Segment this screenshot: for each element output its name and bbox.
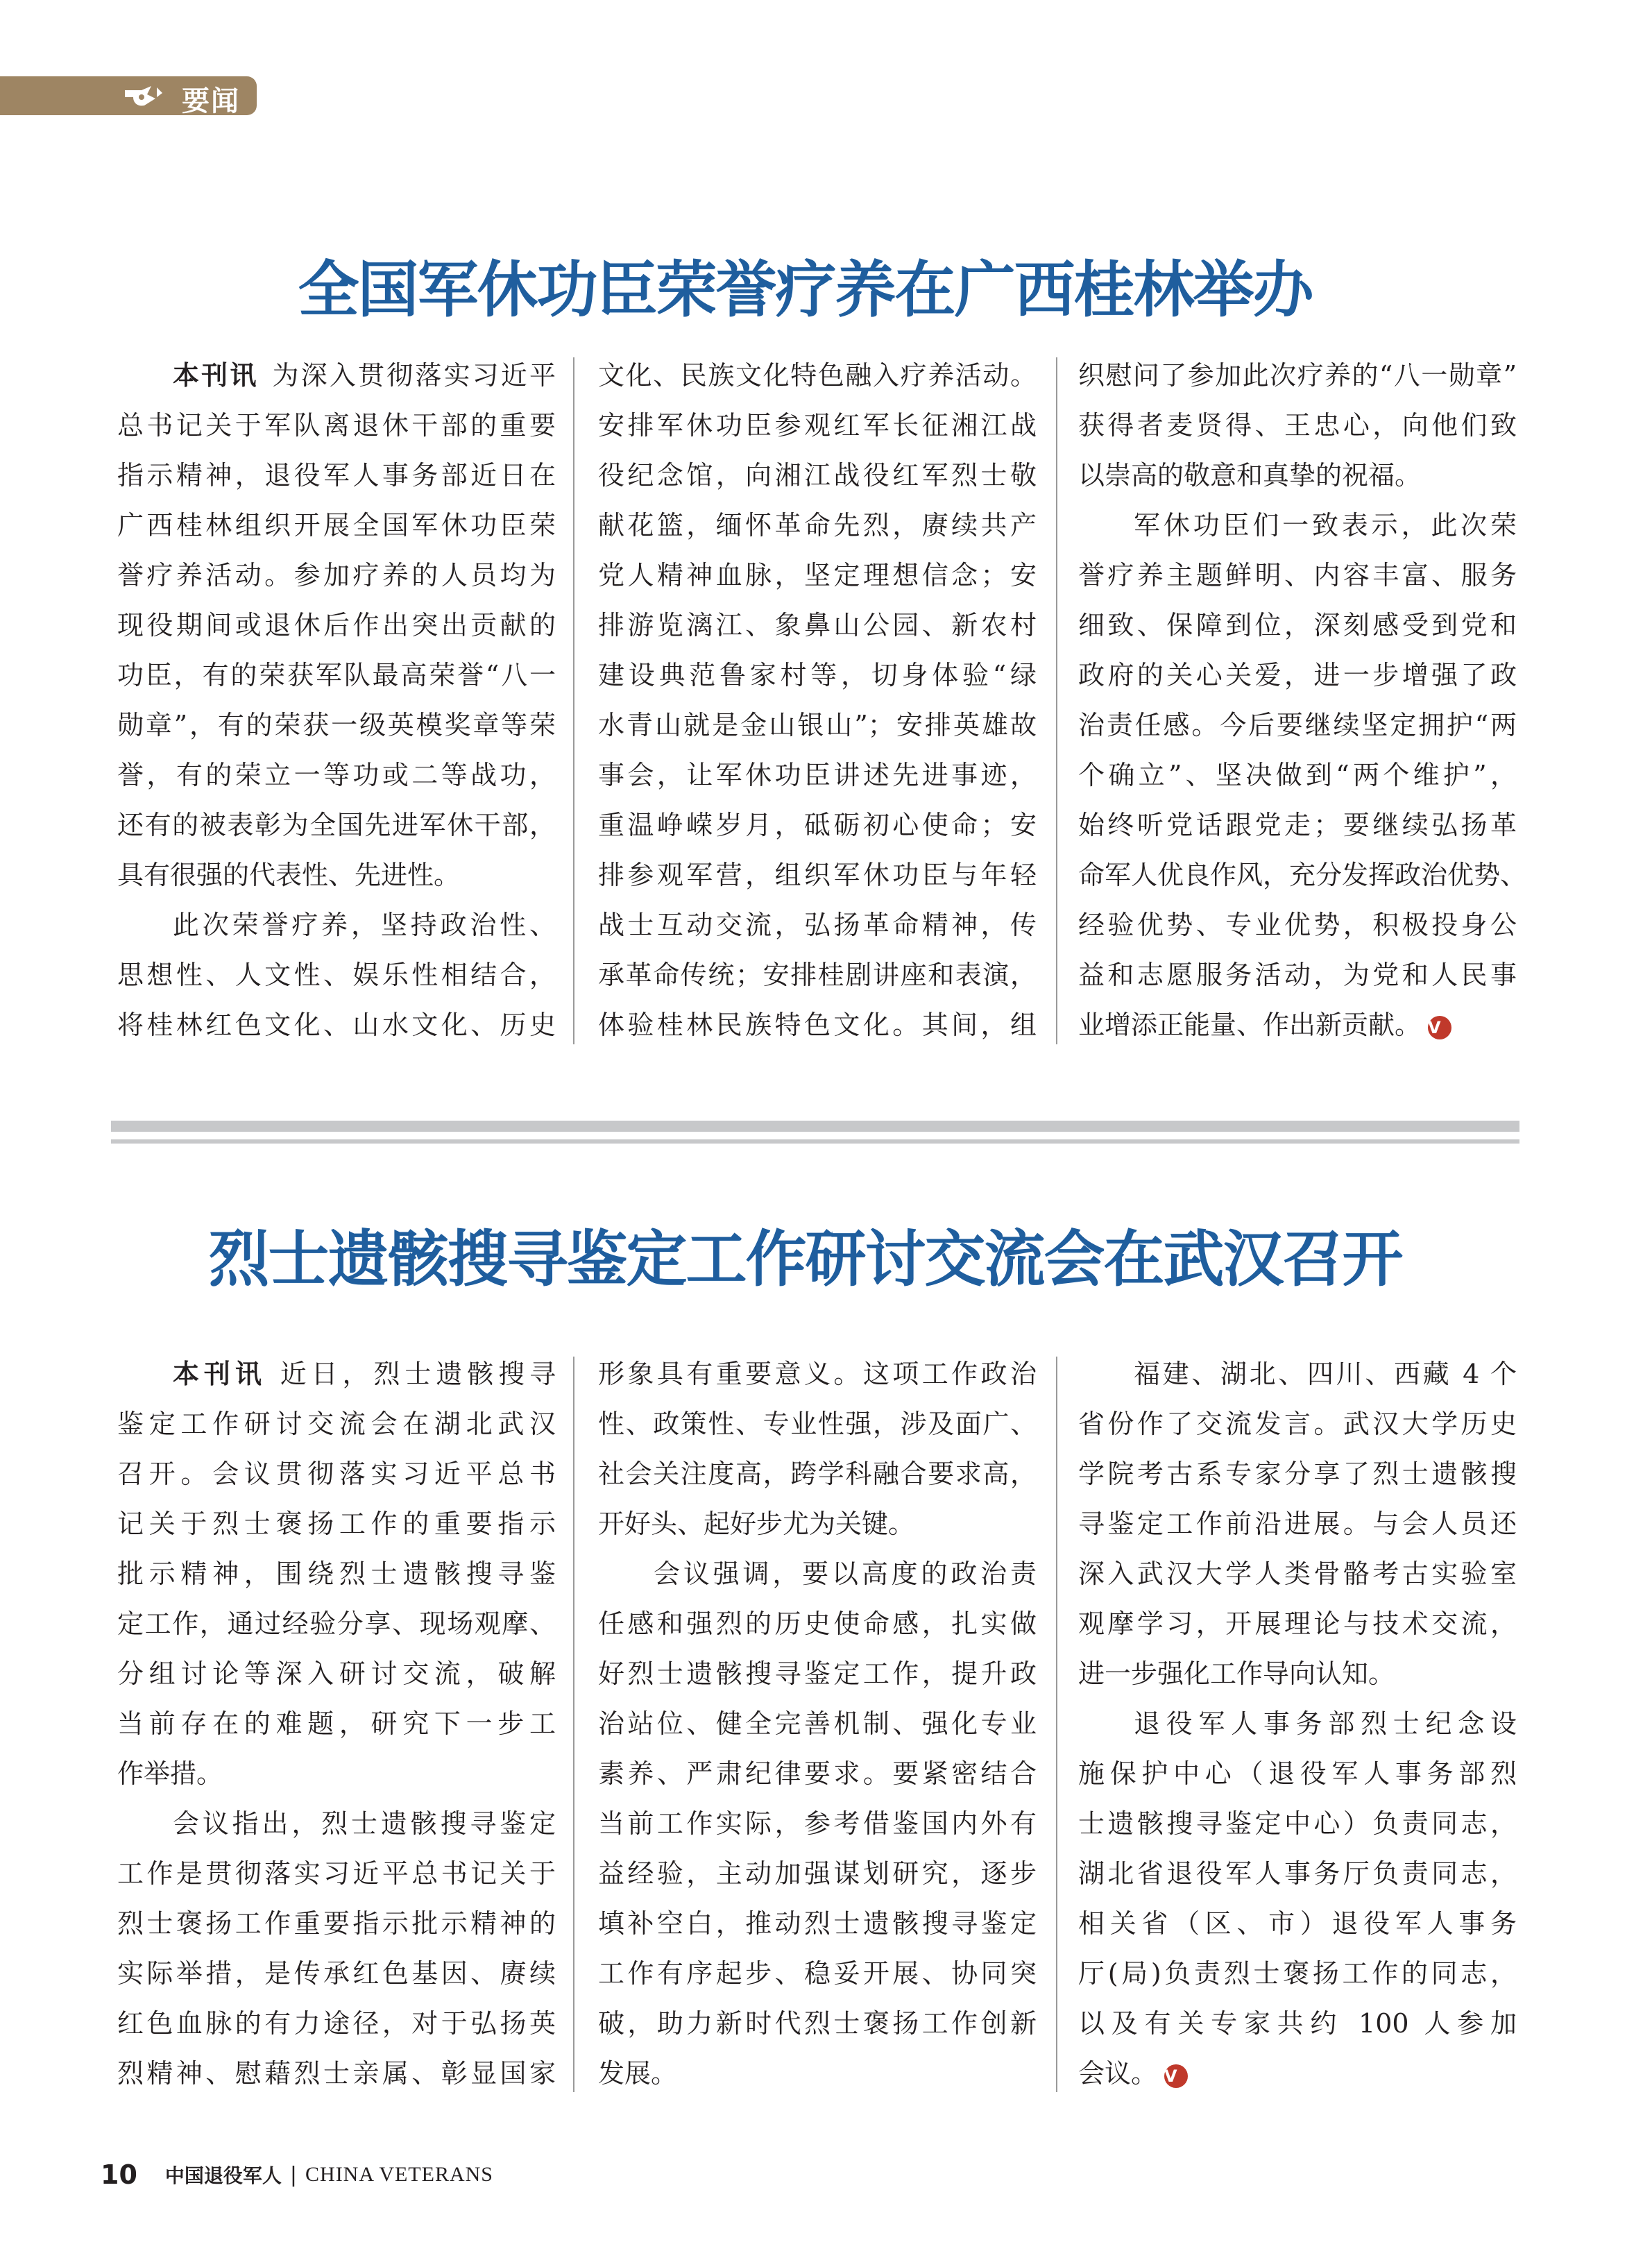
text-line-content: 具有很强的代表性、先进性。 <box>117 860 461 890</box>
text-line <box>1078 1000 1517 1050</box>
text-line-content: 定工作，通过经验分享、现场观摩、 <box>117 1608 556 1639</box>
text-line-content: 安排军休功臣参观红军长征湘江战 <box>598 410 1037 441</box>
text-line-content: 寻鉴定工作前沿进展。与会人员还 <box>1078 1509 1517 1539</box>
section-label: 要闻 <box>182 85 240 117</box>
text-line-content: 个确立”、坚决做到“两个维护”， <box>1078 760 1517 790</box>
text-line <box>598 950 1037 1000</box>
text-line <box>1078 1549 1517 1599</box>
text-line-content: 鉴定工作研讨交流会在湖北武汉 <box>117 1409 556 1439</box>
text-line-content: 党人精神血脉，坚定理想信念；安 <box>598 560 1037 591</box>
text-line-content: 水青山就是金山银山”；安排英雄故 <box>598 710 1037 740</box>
text-line-content: 学院考古系专家分享了烈士遗骸搜 <box>1078 1459 1517 1489</box>
text-line <box>117 500 556 550</box>
text-line <box>117 1849 556 1899</box>
text-line <box>1078 1749 1517 1799</box>
text-line <box>117 1549 556 1599</box>
text-line <box>598 1799 1037 1849</box>
text-line-content: 政府的关心关爱，进一步增强了政 <box>1078 660 1517 690</box>
text-line-content: 素养、严肃纪律要求。要紧密结合 <box>598 1758 1037 1789</box>
text-line-content: 作举措。 <box>117 1758 223 1789</box>
text-line <box>598 1349 1037 1399</box>
text-line-content: 功臣，有的荣获军队最高荣誉“八一 <box>117 660 556 690</box>
magazine-name-en: CHINA VETERANS <box>305 2163 493 2186</box>
text-line <box>1078 400 1517 450</box>
text-line-content: 治站位、健全完善机制、强化专业 <box>598 1708 1037 1739</box>
text-line <box>598 1599 1037 1649</box>
text-line <box>598 1000 1037 1050</box>
text-line-content: 退役军人事务部烈士纪念设 <box>1134 1708 1517 1739</box>
text-line <box>1078 550 1517 600</box>
end-mark-icon: V <box>1164 2064 1188 2088</box>
text-line-content: 治责任感。今后要继续坚定拥护“两 <box>1078 710 1517 740</box>
text-line <box>117 450 556 500</box>
text-line <box>117 850 556 900</box>
text-line-content: 填补空白，推动烈士遗骸搜寻鉴定 <box>598 1908 1037 1939</box>
text-line <box>1078 350 1517 400</box>
text-line-content: 士遗骸搜寻鉴定中心）负责同志， <box>1078 1808 1517 1839</box>
text-line <box>1078 600 1517 650</box>
text-line-content: 文化、民族文化特色融入疗养活动。 <box>598 360 1037 391</box>
text-line <box>1078 1649 1517 1699</box>
text-line <box>117 400 556 450</box>
text-line-content: 以及有关专家共约 100 人参加 <box>1078 2008 1517 2039</box>
text-line-content: 会议。 <box>1078 2058 1158 2089</box>
text-line-content: 为深入贯彻落实习近平 <box>272 360 556 391</box>
text-line <box>598 450 1037 500</box>
text-line-content: 相关省（区、市）退役军人事务 <box>1078 1908 1517 1939</box>
text-line <box>598 2048 1037 2098</box>
text-line-content: 重温峥嵘岁月，砥砺初心使命；安 <box>598 810 1037 840</box>
text-line-content: 现役期间或退休后作出突出贡献的 <box>117 610 556 640</box>
text-line-content: 始终听党话跟党走；要继续弘扬革 <box>1078 810 1517 840</box>
text-line-content: 排参观军营，组织军休功臣与年轻 <box>598 860 1037 890</box>
text-line-content: 召开。会议贯彻落实习近平总书 <box>117 1459 556 1489</box>
text-line <box>598 1449 1037 1499</box>
article-1-column-2 <box>598 350 1037 1050</box>
text-line <box>117 1699 556 1749</box>
footer-separator: | <box>289 2162 298 2187</box>
text-line <box>1078 1998 1517 2048</box>
text-line-content: 益经验，主动加强谋划研究，逐步 <box>598 1858 1037 1889</box>
text-line-content: 织慰问了参加此次疗养的“八一勋章” <box>1078 360 1517 391</box>
text-line-content: 福建、湖北、四川、西藏 4 个 <box>1134 1359 1517 1389</box>
text-line <box>117 350 556 400</box>
text-line <box>117 1000 556 1050</box>
text-line <box>117 1799 556 1849</box>
text-line-content: 建设典范鲁家村等，切身体验“绿 <box>598 660 1037 690</box>
text-line <box>1078 950 1517 1000</box>
text-line <box>598 1399 1037 1449</box>
text-line <box>598 800 1037 850</box>
article-2-title: 烈士遗骸搜寻鉴定工作研讨交流会在武汉召开 <box>208 1223 1402 1295</box>
article-1-column-3 <box>1078 350 1527 1050</box>
text-line-content: 命军人优良作风，充分发挥政治优势、 <box>1078 860 1527 890</box>
article-1-title: 全国军休功臣荣誉疗养在广西桂林举办 <box>298 254 1313 325</box>
text-line <box>117 750 556 800</box>
text-line <box>1078 1899 1517 1948</box>
text-line-content: 厅(局)负责烈士褒扬工作的同志， <box>1078 1958 1517 1989</box>
text-line-content: 湖北省退役军人事务厅负责同志， <box>1078 1858 1517 1889</box>
text-line <box>598 850 1037 900</box>
text-line <box>117 1948 556 1998</box>
text-line-content: 战士互动交流，弘扬革命精神，传 <box>598 910 1037 940</box>
text-line <box>117 600 556 650</box>
text-line <box>598 1998 1037 2048</box>
text-line <box>117 1399 556 1449</box>
text-line-content: 省份作了交流发言。武汉大学历史 <box>1078 1409 1517 1439</box>
text-line <box>1078 1399 1517 1449</box>
text-line-content: 任感和强烈的历史使命感，扎实做 <box>598 1608 1037 1639</box>
text-line-content: 红色血脉的有力途径，对于弘扬英 <box>117 2008 556 2039</box>
text-line-content: 承革命传统；安排桂剧讲座和表演， <box>598 960 1037 990</box>
text-line <box>598 600 1037 650</box>
text-line-content: 发展。 <box>598 2058 678 2089</box>
text-line <box>117 1349 556 1399</box>
text-line <box>598 900 1037 950</box>
text-line <box>598 1749 1037 1799</box>
text-line <box>117 650 556 700</box>
text-line-content: 破，助力新时代烈士褒扬工作创新 <box>598 2008 1037 2039</box>
text-line <box>598 500 1037 550</box>
text-line-content: 烈精神、慰藉烈士亲属、彰显国家 <box>117 2058 556 2089</box>
text-line-content: 实际举措，是传承红色基因、赓续 <box>117 1958 556 1989</box>
article-2-column-1 <box>117 1349 556 2098</box>
text-line-content: 体验桂林民族特色文化。其间，组 <box>598 1010 1037 1040</box>
text-line-content: 烈士褒扬工作重要指示批示精神的 <box>117 1908 556 1939</box>
text-line-content: 观摩学习，开展理论与技术交流， <box>1078 1608 1517 1639</box>
text-line-content: 役纪念馆，向湘江战役红军烈士敬 <box>598 460 1037 491</box>
text-line <box>598 750 1037 800</box>
article-lead-label: 本刊讯 <box>173 360 259 391</box>
text-line-content: 当前存在的难题，研究下一步工 <box>117 1708 556 1739</box>
text-line-content: 军休功臣们一致表示，此次荣 <box>1134 510 1517 541</box>
text-line-content: 誉，有的荣立一等功或二等战功， <box>117 760 556 790</box>
text-line-content: 性、政策性、专业性强，涉及面广、 <box>598 1409 1037 1439</box>
text-line-content: 排游览漓江、象鼻山公园、新农村 <box>598 610 1037 640</box>
text-line-content: 勋章”，有的荣获一级英模奖章等荣 <box>117 710 556 740</box>
text-line-content: 进一步强化工作导向认知。 <box>1078 1658 1395 1689</box>
text-line-content: 形象具有重要意义。这项工作政治 <box>598 1359 1037 1389</box>
text-line-content: 将桂林红色文化、山水文化、历史 <box>117 1010 556 1040</box>
text-line <box>1078 500 1517 550</box>
text-line <box>598 1948 1037 1998</box>
text-line <box>598 700 1037 750</box>
article-2-column-2 <box>598 1349 1037 2098</box>
section-emblem-icon <box>124 83 165 108</box>
text-line <box>1078 1948 1517 1998</box>
article-lead-label: 本刊讯 <box>173 1359 266 1389</box>
text-line <box>117 700 556 750</box>
column-divider <box>1056 1357 1057 2092</box>
text-line <box>598 1649 1037 1699</box>
page-footer <box>101 2159 493 2190</box>
text-line <box>117 550 556 600</box>
text-line-content: 获得者麦贤得、王忠心，向他们致 <box>1078 410 1517 441</box>
magazine-name-cn: 中国退役军人 <box>164 2164 282 2187</box>
text-line-content: 深入武汉大学人类骨骼考古实验室 <box>1078 1559 1517 1589</box>
text-line <box>1078 850 1527 900</box>
article-1-column-1 <box>117 350 556 1050</box>
text-line <box>1078 700 1517 750</box>
text-line-content: 指示精神，退役军人事务部近日在 <box>117 460 556 491</box>
text-line <box>1078 800 1517 850</box>
text-line <box>117 1499 556 1549</box>
column-divider <box>573 357 574 1044</box>
text-line-content: 事会，让军休功臣讲述先进事迹， <box>598 760 1037 790</box>
text-line <box>117 1649 556 1699</box>
text-line <box>117 900 556 950</box>
text-line <box>598 1499 1037 1549</box>
text-line-content: 当前工作实际，参考借鉴国内外有 <box>598 1808 1037 1839</box>
text-line-content: 誉疗养活动。参加疗养的人员均为 <box>117 560 556 591</box>
text-line-content: 经验优势、专业优势，积极投身公 <box>1078 910 1517 940</box>
text-line <box>598 1849 1037 1899</box>
text-line-content: 近日，烈士遗骸搜寻 <box>280 1359 556 1389</box>
text-line-content: 批示精神，围绕烈士遗骸搜寻鉴 <box>117 1559 556 1589</box>
text-line-content: 总书记关于军队离退休干部的重要 <box>117 410 556 441</box>
text-line <box>117 1749 556 1799</box>
text-line-content: 还有的被表彰为全国先进军休干部， <box>117 810 556 840</box>
text-line-content: 社会关注度高，跨学科融合要求高， <box>598 1459 1037 1489</box>
article-2-column-3 <box>1078 1349 1517 2098</box>
text-line-content: 此次荣誉疗养，坚持政治性、 <box>173 910 556 940</box>
text-line <box>598 1899 1037 1948</box>
text-line <box>1078 750 1517 800</box>
text-line <box>117 1449 556 1499</box>
text-line <box>598 350 1037 400</box>
column-divider <box>573 1357 574 2092</box>
text-line <box>117 1599 556 1649</box>
text-line-content: 开好头、起好步尤为关键。 <box>598 1509 915 1539</box>
text-line-content: 工作有序起步、稳妥开展、协同突 <box>598 1958 1037 1989</box>
text-line-content: 以崇高的敬意和真挚的祝福。 <box>1078 460 1422 491</box>
text-line <box>1078 900 1517 950</box>
text-line-content: 会议强调，要以高度的政治责 <box>654 1559 1037 1589</box>
article-separator-thin <box>111 1139 1519 1144</box>
column-divider <box>1056 357 1057 1044</box>
text-line <box>1078 1499 1517 1549</box>
text-line <box>1078 1699 1517 1749</box>
text-line-content: 细致、保障到位，深刻感受到党和 <box>1078 610 1517 640</box>
text-line-content: 工作是贯彻落实习近平总书记关于 <box>117 1858 556 1889</box>
text-line-content: 好烈士遗骸搜寻鉴定工作，提升政 <box>598 1658 1037 1689</box>
end-mark-icon: V <box>1428 1016 1451 1039</box>
text-line-content: 益和志愿服务活动，为党和人民事 <box>1078 960 1517 990</box>
text-line <box>117 1899 556 1948</box>
text-line-content: 会议指出，烈士遗骸搜寻鉴定 <box>173 1808 556 1839</box>
article-separator-thick <box>111 1121 1519 1132</box>
text-line <box>598 400 1037 450</box>
section-header <box>0 76 257 115</box>
text-line <box>1078 1349 1517 1399</box>
text-line-content: 广西桂林组织开展全国军休功臣荣 <box>117 510 556 541</box>
text-line <box>117 950 556 1000</box>
text-line <box>1078 650 1517 700</box>
text-line <box>1078 1799 1517 1849</box>
text-line-content: 誉疗养主题鲜明、内容丰富、服务 <box>1078 560 1517 591</box>
text-line-content: 施保护中心（退役军人事务部烈 <box>1078 1758 1517 1789</box>
text-line <box>117 1998 556 2048</box>
text-line <box>1078 2048 1517 2098</box>
text-line <box>1078 1849 1517 1899</box>
text-line <box>598 550 1037 600</box>
text-line-content: 献花篮，缅怀革命先烈，赓续共产 <box>598 510 1037 541</box>
text-line <box>598 650 1037 700</box>
text-line-content: 思想性、人文性、娱乐性相结合， <box>117 960 556 990</box>
text-line <box>117 800 556 850</box>
text-line <box>598 1699 1037 1749</box>
text-line <box>598 1549 1037 1599</box>
text-line-content: 业增添正能量、作出新贡献。 <box>1078 1010 1422 1040</box>
text-line <box>1078 1599 1517 1649</box>
text-line-content: 记关于烈士褒扬工作的重要指示 <box>117 1509 556 1539</box>
text-line-content: 分组讨论等深入研讨交流，破解 <box>117 1658 556 1689</box>
page-number: 10 <box>101 2159 137 2190</box>
text-line <box>1078 1449 1517 1499</box>
text-line <box>1078 450 1517 500</box>
text-line <box>117 2048 556 2098</box>
